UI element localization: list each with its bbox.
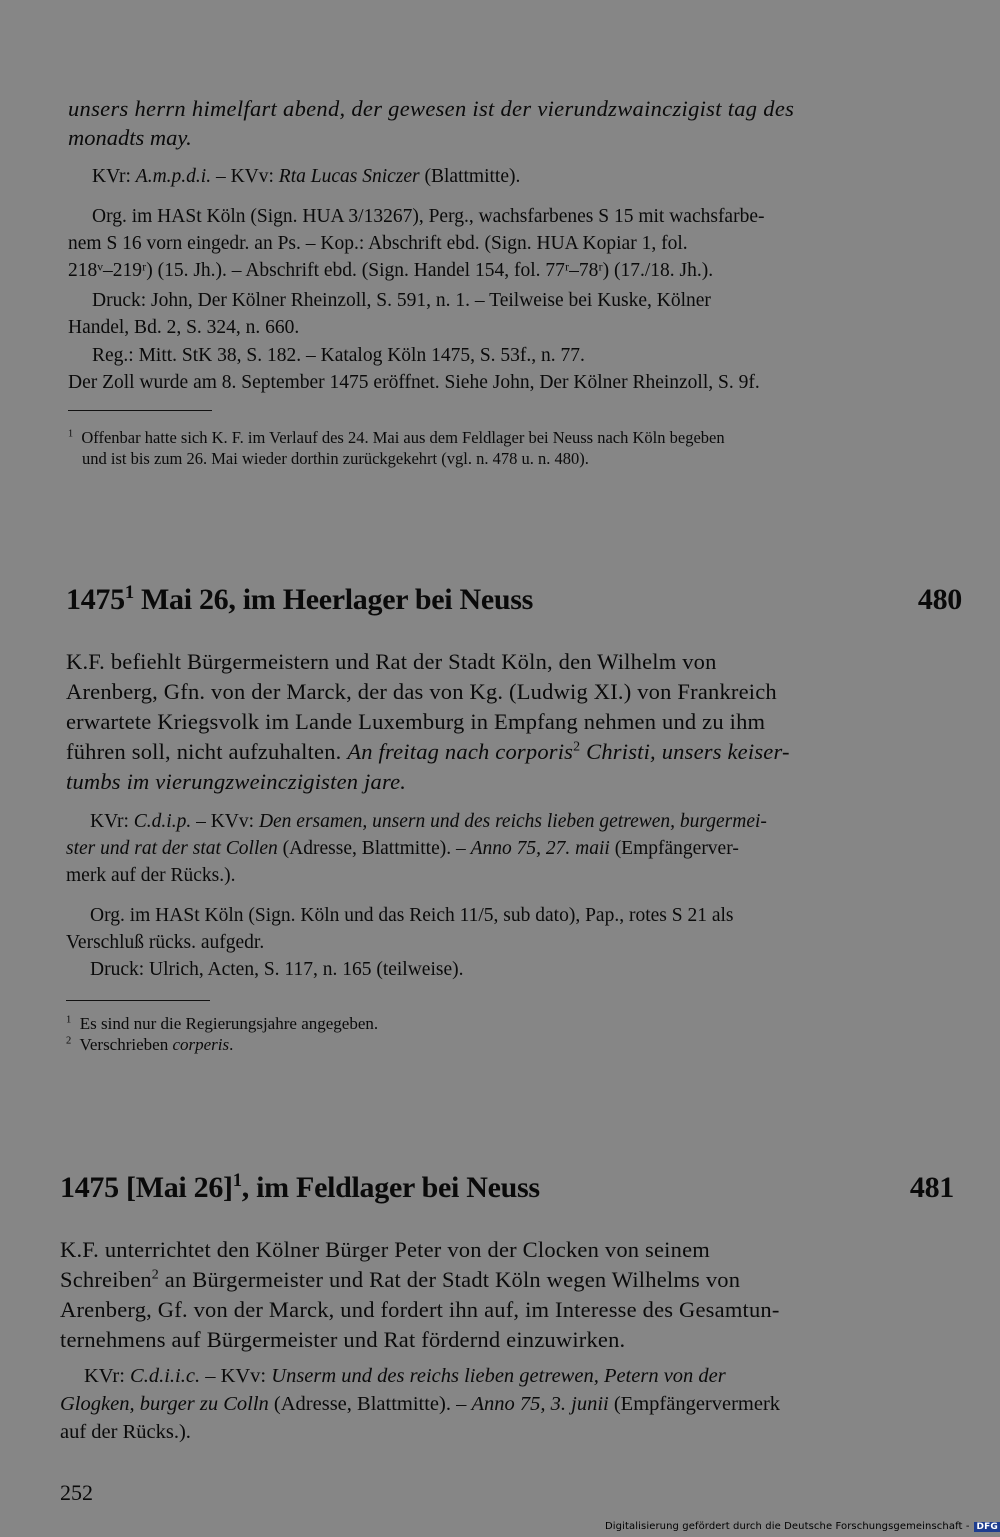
footnote-mark: 1 — [124, 582, 134, 603]
kv-label: – KVv: — [211, 166, 279, 187]
footnote-line — [68, 427, 968, 448]
kv-text: (Empfängerver- — [609, 838, 739, 859]
footnote-text: corperis — [172, 1035, 230, 1054]
entry-480-heading — [66, 582, 962, 618]
entry-479-print-note — [68, 287, 968, 341]
heading-date: 1475 [Mai 26] — [60, 1171, 233, 1204]
kv-label: KVr: — [90, 811, 134, 832]
text-line: tumbs im vierungzweinczigisten jare. — [66, 769, 407, 794]
text-line — [60, 1362, 954, 1390]
footnote-mark: 2 — [66, 1035, 72, 1047]
quote-text: Christi, unsers keiser- — [580, 739, 790, 764]
text-line — [60, 1390, 954, 1418]
text-line: erwartete Kriegsvolk im Lande Luxemburg in Empfang nehmen und zu ihm — [66, 709, 766, 734]
kv-text: (Blattmitte). — [419, 166, 521, 187]
footnote-mark: 2 — [573, 739, 581, 755]
text-line: unsers herrn himelfart abend, der gewesen ist der vierundzwainczigist tag des — [68, 96, 795, 121]
heading-date: 1475 — [66, 583, 125, 616]
text-line: monadts may. — [68, 125, 192, 150]
heading-place: , im Feldlager bei Neuss — [241, 1171, 540, 1204]
footnote-text: Es sind nur die Regierungsjahre angegeben. — [79, 1014, 379, 1033]
text-line — [66, 808, 962, 835]
dfg-funding-notice — [605, 1521, 1000, 1532]
entry-481-body — [60, 1235, 954, 1355]
text-line: Arenberg, Gf. von der Marck, und fordert ihn auf, im Interesse des Gesamtun- — [60, 1297, 780, 1322]
footnote-mark: 1 — [232, 1170, 242, 1191]
kv-text: (Adresse, Blattmitte). – — [268, 1393, 472, 1415]
footnote-mark: 1 — [68, 428, 74, 440]
footnote-mark: 1 — [66, 1014, 72, 1026]
text-line — [66, 737, 962, 767]
text-line — [60, 1265, 954, 1295]
text-line: Druck: John, Der Kölner Rheinzoll, S. 591, n. 1. – Teilweise bei Kuske, Kölner — [92, 290, 711, 311]
text-line: Org. im HASt Köln (Sign. Köln und das Reich 11/5, sub dato), Pap., rotes S 21 als — [90, 905, 734, 926]
quote-text: An freitag nach corporis — [347, 739, 574, 764]
entry-479-footnote — [68, 427, 968, 469]
heading-place: Mai 26, im Heerlager bei Neuss — [133, 583, 534, 616]
footnote-line — [66, 1013, 962, 1034]
entry-481-heading — [60, 1170, 954, 1206]
text-line: Verschluß rücks. aufgedr. — [66, 932, 265, 953]
kv-text: Rta Lucas Sniczer — [278, 166, 420, 187]
footnote-text: Verschrieben — [79, 1035, 173, 1054]
kv-label: – KVv: — [200, 1365, 272, 1387]
kv-text: (Adresse, Blattmitte). – — [277, 838, 471, 859]
text-line: Org. im HASt Köln (Sign. HUA 3/13267), Perg., wachsfarbenes S 15 mit wachsfarbe- — [92, 206, 765, 227]
kv-text: C.d.i.p. — [133, 811, 192, 832]
kv-text: A.m.p.d.i. — [135, 166, 212, 187]
text-line: Arenberg, Gfn. von der Marck, der das von Kg. (Ludwig XI.) von Frankreich — [66, 679, 777, 704]
kv-text: Anno 75, 3. junii — [471, 1393, 609, 1415]
kv-text: Glogken, burger zu Colln — [60, 1393, 269, 1415]
entry-480-footnotes — [66, 1013, 962, 1055]
entry-number: 480 — [917, 583, 962, 616]
page-number: 252 — [60, 1480, 93, 1505]
text-line: auf der Rücks.). — [60, 1421, 191, 1443]
kv-label: – KVv: — [191, 811, 259, 832]
text-line: Handel, Bd. 2, S. 324, n. 660. — [68, 317, 300, 338]
text-line: Druck: Ulrich, Acten, S. 117, n. 165 (teilweise). — [90, 959, 464, 980]
text-line: K.F. befiehlt Bürgermeistern und Rat der Stadt Köln, den Wilhelm von — [66, 649, 717, 674]
entry-480-original-note — [66, 902, 962, 983]
kv-label: KVr: — [92, 166, 136, 187]
footnote-separator — [68, 410, 212, 411]
funding-text: Digitalisierung gefördert durch die Deutsche Forschungsgemeinschaft - — [605, 1521, 970, 1532]
text-line: Reg.: Mitt. StK 38, S. 182. – Katalog Köln 1475, S. 53f., n. 77. — [92, 345, 585, 366]
text-line: nem S 16 vorn eingedr. an Ps. – Kop.: Abschrift ebd. (Sign. HUA Kopiar 1, fol. — [68, 233, 688, 254]
text-line: merk auf der Rücks.). — [66, 865, 236, 886]
entry-481-kv-note — [60, 1362, 954, 1446]
text-span: an Bürgermeister und Rat der Stadt Köln wegen Wilhelms von — [158, 1267, 741, 1292]
kv-text: C.d.i.i.c. — [130, 1365, 201, 1387]
footnote-text: Offenbar hatte sich K. F. im Verlauf des 24. Mai aus dem Feldlager bei Neuss nach Köln begeben — [81, 428, 725, 447]
text-line: 218ᵛ–219ʳ) (15. Jh.). – Abschrift ebd. (Sign. Handel 154, fol. 77ʳ–78ʳ) (17./18. Jh.). — [68, 260, 714, 281]
footnote-separator — [66, 1000, 210, 1001]
footnote-mark: 2 — [151, 1267, 159, 1283]
kv-label: KVr: — [84, 1365, 131, 1387]
footnote-line — [66, 1034, 962, 1055]
text-line — [66, 835, 962, 862]
entry-479-register-note — [68, 342, 968, 396]
entry-479-original-note — [68, 203, 968, 284]
dfg-logo: DFG — [974, 1522, 1000, 1532]
entry-479-text-end — [68, 94, 968, 152]
footnote-text: . — [229, 1035, 234, 1054]
text-span: Schreiben — [60, 1267, 152, 1292]
entry-479-kv-note — [92, 163, 968, 190]
kv-text: Unserm und des reichs lieben getrewen, Petern von der — [271, 1365, 726, 1387]
text-line: ternehmens auf Bürgermeister und Rat fördernd einzuwirken. — [60, 1327, 626, 1352]
text-line: Der Zoll wurde am 8. September 1475 eröffnet. Siehe John, Der Kölner Rheinzoll, S. 9f. — [68, 372, 760, 393]
text-span: führen soll, nicht aufzuhalten. — [66, 739, 348, 764]
footnote-line: und ist bis zum 26. Mai wieder dorthin zurückgekehrt (vgl. n. 478 u. n. 480). — [82, 449, 589, 468]
entry-480-body — [66, 647, 962, 797]
kv-text: (Empfängervermerk — [608, 1393, 781, 1415]
kv-text: Den ersamen, unsern und des reichs lieben getrewen, burgermei- — [258, 811, 767, 832]
text-line: K.F. unterrichtet den Kölner Bürger Peter von der Clocken von seinem — [60, 1237, 710, 1262]
kv-text: Anno 75, 27. maii — [470, 838, 610, 859]
entry-number: 481 — [909, 1171, 954, 1204]
kv-text: ster und rat der stat Collen — [66, 838, 278, 859]
entry-480-kv-note — [66, 808, 962, 889]
